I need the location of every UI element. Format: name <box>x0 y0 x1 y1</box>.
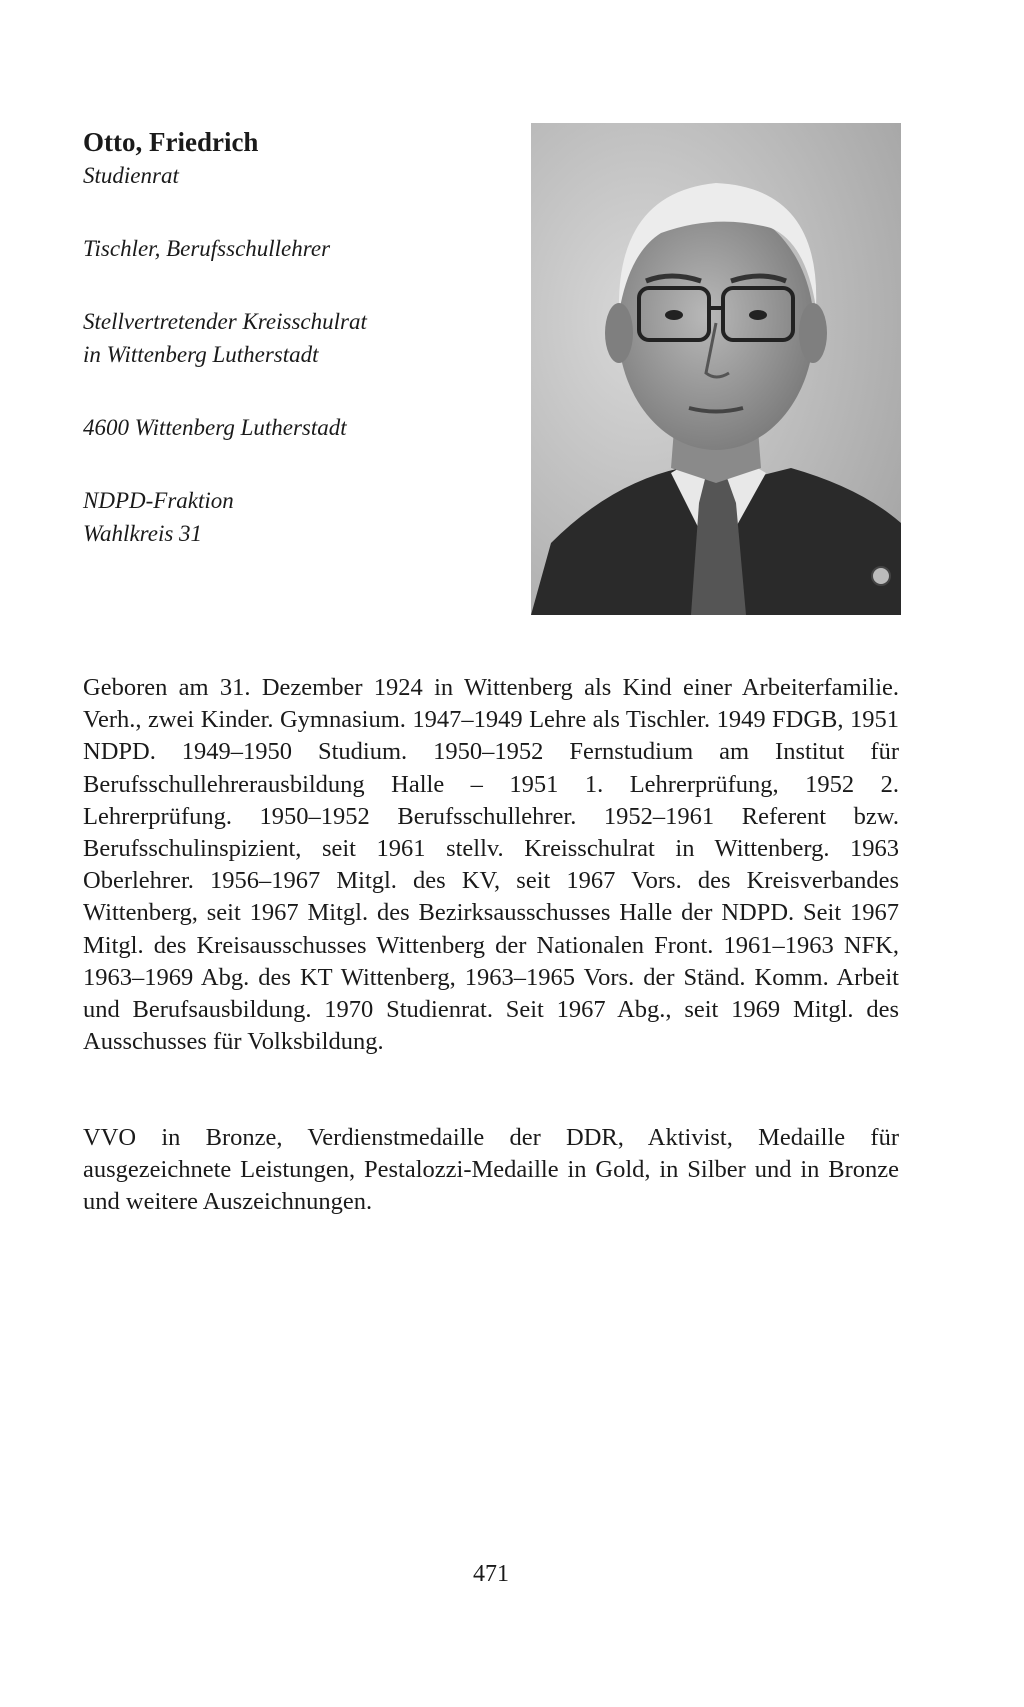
portrait-illustration <box>531 123 901 615</box>
person-profession: Tischler, Berufsschullehrer <box>83 236 331 261</box>
awards-text: VVO in Bronze, Verdienstmedaille der DDR, Aktivist, Medaille für ausgezeichnete Leistungen, Pestalozzi-Medaille in Gold, in Silber und in Bronze und weitere Auszeichnungen. <box>83 1124 899 1216</box>
entry-header <box>83 125 523 550</box>
person-position-line1: Stellvertretender Kreisschulrat <box>83 309 367 334</box>
biography-text: Geboren am 31. Dezember 1924 in Wittenberg als Kind einer Arbeiterfamilie. Verh., zwei Kinder. Gymnasium. 1947–1949 Lehre als Tischler. 1949 FDGB, 1951 NDPD. 1949–1950 Studium. 1950–1952 Fernstudium am Institut für Berufsschullehrerausbildung Halle – 1951 1. Lehrerprüfung, 1952 2. Lehrerprüfung. 1950–1952 Berufsschullehrer. 1952–1961 Referent bzw. Berufsschulinspizient, seit 1961 stellv. Kreisschulrat in Wittenberg. 1963 Oberlehrer. 1956–1967 Mitgl. des KV, seit 1967 Vors. des Kreisverbandes Wittenberg, seit 1967 Mitgl. des Bezirksausschusses Halle der NDPD. Seit 1967 Mitgl. des Kreisausschusses Wittenberg der Nationalen Front. 1961–1963 NFK, 1963–1969 Abg. des KT Wittenberg, 1963–1965 Vors. der Ständ. Komm. Arbeit und Berufsausbildung. 1970 Studienrat. Seit 1967 Abg., seit 1969 Mitgl. des Ausschusses für Volksbildung. <box>83 674 899 1056</box>
person-title: Studienrat <box>83 163 179 188</box>
page-number: 471 <box>473 1561 509 1587</box>
person-name: Otto, Friedrich <box>83 127 259 157</box>
portrait-photo <box>531 123 901 615</box>
person-address: 4600 Wittenberg Lutherstadt <box>83 415 347 440</box>
person-constituency: Wahlkreis 31 <box>83 521 203 546</box>
person-position-line2: in Wittenberg Lutherstadt <box>83 342 319 367</box>
person-faction: NDPD-Fraktion <box>83 488 234 513</box>
